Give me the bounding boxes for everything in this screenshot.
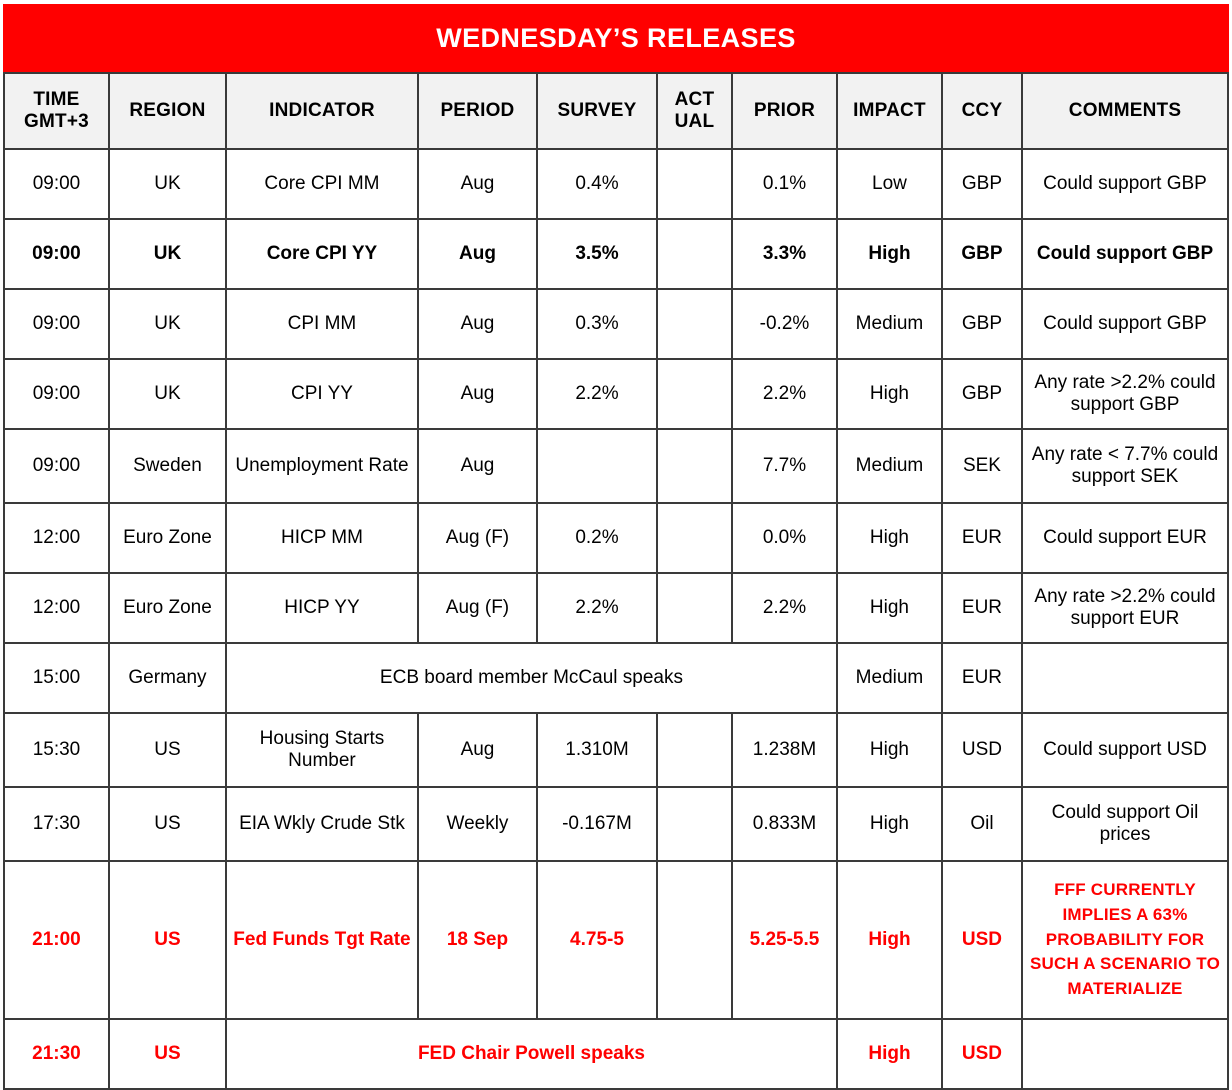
cell-ccy: USD [942,1019,1022,1089]
cell-region: UK [109,149,226,219]
column-header-actual [657,73,732,149]
cell-time: 17:30 [4,787,109,861]
banner-title: WEDNESDAY’S RELEASES [4,5,1228,73]
cell-ccy: GBP [942,219,1022,289]
banner-row [4,5,1228,73]
cell-ccy: EUR [942,643,1022,713]
table-row [4,713,1228,787]
cell-impact: High [837,1019,942,1089]
cell-prior: 0.0% [732,503,837,573]
cell-period: Weekly [418,787,537,861]
cell-comments: Could support GBP [1022,219,1228,289]
cell-event: FED Chair Powell speaks [226,1019,837,1089]
table-row [4,429,1228,503]
cell-comments: Any rate < 7.7% could support SEK [1022,429,1228,503]
cell-ccy: EUR [942,503,1022,573]
cell-actual [657,713,732,787]
cell-impact: High [837,861,942,1019]
cell-region: UK [109,219,226,289]
cell-actual [657,503,732,573]
cell-period: Aug (F) [418,573,537,643]
cell-prior: 0.833M [732,787,837,861]
cell-prior: 2.2% [732,359,837,429]
cell-survey: 0.2% [537,503,657,573]
cell-time: 09:00 [4,429,109,503]
cell-impact: High [837,573,942,643]
column-header-indicator: INDICATOR [226,73,418,149]
cell-ccy: Oil [942,787,1022,861]
cell-comments: Could support GBP [1022,289,1228,359]
cell-survey: 0.3% [537,289,657,359]
cell-indicator: EIA Wkly Crude Stk [226,787,418,861]
cell-impact: High [837,713,942,787]
releases-table [3,4,1229,1090]
cell-prior: 5.25-5.5 [732,861,837,1019]
actual-label-line1: ACT [674,88,715,110]
cell-time: 09:00 [4,149,109,219]
cell-impact: Medium [837,643,942,713]
releases-table-body [4,149,1228,1089]
cell-survey: 2.2% [537,359,657,429]
cell-indicator: Core CPI MM [226,149,418,219]
cell-comments [1022,643,1228,713]
cell-period: Aug [418,429,537,503]
cell-impact: Medium [837,429,942,503]
cell-actual [657,149,732,219]
column-header-prior: PRIOR [732,73,837,149]
cell-time: 12:00 [4,573,109,643]
cell-prior: 3.3% [732,219,837,289]
cell-indicator: Core CPI YY [226,219,418,289]
cell-comments: Any rate >2.2% could support GBP [1022,359,1228,429]
cell-indicator: CPI YY [226,359,418,429]
cell-region: US [109,861,226,1019]
cell-survey [537,429,657,503]
cell-survey: 2.2% [537,573,657,643]
cell-region: US [109,787,226,861]
cell-comments: Could support Oil prices [1022,787,1228,861]
cell-impact: Medium [837,289,942,359]
cell-actual [657,429,732,503]
column-header-region: REGION [109,73,226,149]
cell-impact: High [837,787,942,861]
cell-indicator: HICP MM [226,503,418,573]
cell-event: ECB board member McCaul speaks [226,643,837,713]
time-label-line2: GMT+3 [24,111,89,132]
cell-time: 09:00 [4,219,109,289]
table-row [4,643,1228,713]
cell-period: Aug [418,713,537,787]
column-header-impact: IMPACT [837,73,942,149]
table-row [4,787,1228,861]
cell-time: 15:30 [4,713,109,787]
cell-region: Euro Zone [109,503,226,573]
table-row [4,219,1228,289]
cell-indicator: Unemployment Rate [226,429,418,503]
cell-period: Aug (F) [418,503,537,573]
cell-impact: High [837,503,942,573]
column-header-period: PERIOD [418,73,537,149]
cell-ccy: USD [942,861,1022,1019]
cell-indicator: Housing Starts Number [226,713,418,787]
cell-survey: 4.75-5 [537,861,657,1019]
cell-comments: Could support EUR [1022,503,1228,573]
cell-time: 21:00 [4,861,109,1019]
column-header-ccy: CCY [942,73,1022,149]
cell-period: Aug [418,219,537,289]
cell-actual [657,787,732,861]
cell-survey: 3.5% [537,219,657,289]
cell-survey: 1.310M [537,713,657,787]
table-row [4,861,1228,1019]
column-header-time [4,73,109,149]
cell-prior: 0.1% [732,149,837,219]
table-row [4,503,1228,573]
cell-prior: -0.2% [732,289,837,359]
cell-time: 12:00 [4,503,109,573]
cell-region: Sweden [109,429,226,503]
cell-time: 21:30 [4,1019,109,1089]
actual-label-line2: UAL [674,111,715,132]
cell-impact: High [837,359,942,429]
cell-time: 09:00 [4,359,109,429]
table-row [4,149,1228,219]
cell-ccy: GBP [942,359,1022,429]
cell-prior: 1.238M [732,713,837,787]
table-row [4,573,1228,643]
cell-actual [657,359,732,429]
cell-period: Aug [418,289,537,359]
cell-period: Aug [418,359,537,429]
cell-comments: Could support GBP [1022,149,1228,219]
cell-actual [657,219,732,289]
cell-time: 09:00 [4,289,109,359]
column-header-survey: SURVEY [537,73,657,149]
column-header-comments: COMMENTS [1022,73,1228,149]
cell-comments: Any rate >2.2% could support EUR [1022,573,1228,643]
cell-region: UK [109,359,226,429]
cell-impact: Low [837,149,942,219]
cell-ccy: EUR [942,573,1022,643]
table-row [4,359,1228,429]
table-row [4,289,1228,359]
cell-period: 18 Sep [418,861,537,1019]
cell-indicator: Fed Funds Tgt Rate [226,861,418,1019]
cell-comments: FFF CURRENTLY IMPLIES A 63% PROBABILITY FOR SUCH A SCENARIO TO MATERIALIZE [1022,861,1228,1019]
cell-prior: 2.2% [732,573,837,643]
cell-indicator: CPI MM [226,289,418,359]
table-row [4,1019,1228,1089]
cell-region: US [109,1019,226,1089]
cell-comments [1022,1019,1228,1089]
cell-actual [657,861,732,1019]
cell-actual [657,573,732,643]
cell-time: 15:00 [4,643,109,713]
cell-indicator: HICP YY [226,573,418,643]
cell-survey: -0.167M [537,787,657,861]
cell-region: US [109,713,226,787]
cell-comments: Could support USD [1022,713,1228,787]
cell-impact: High [837,219,942,289]
cell-survey: 0.4% [537,149,657,219]
time-label-line1: TIME [33,88,80,110]
cell-region: UK [109,289,226,359]
cell-prior: 7.7% [732,429,837,503]
cell-region: Euro Zone [109,573,226,643]
cell-region: Germany [109,643,226,713]
cell-period: Aug [418,149,537,219]
cell-ccy: GBP [942,289,1022,359]
cell-ccy: GBP [942,149,1022,219]
cell-ccy: SEK [942,429,1022,503]
cell-ccy: USD [942,713,1022,787]
cell-actual [657,289,732,359]
column-header-row [4,73,1228,149]
